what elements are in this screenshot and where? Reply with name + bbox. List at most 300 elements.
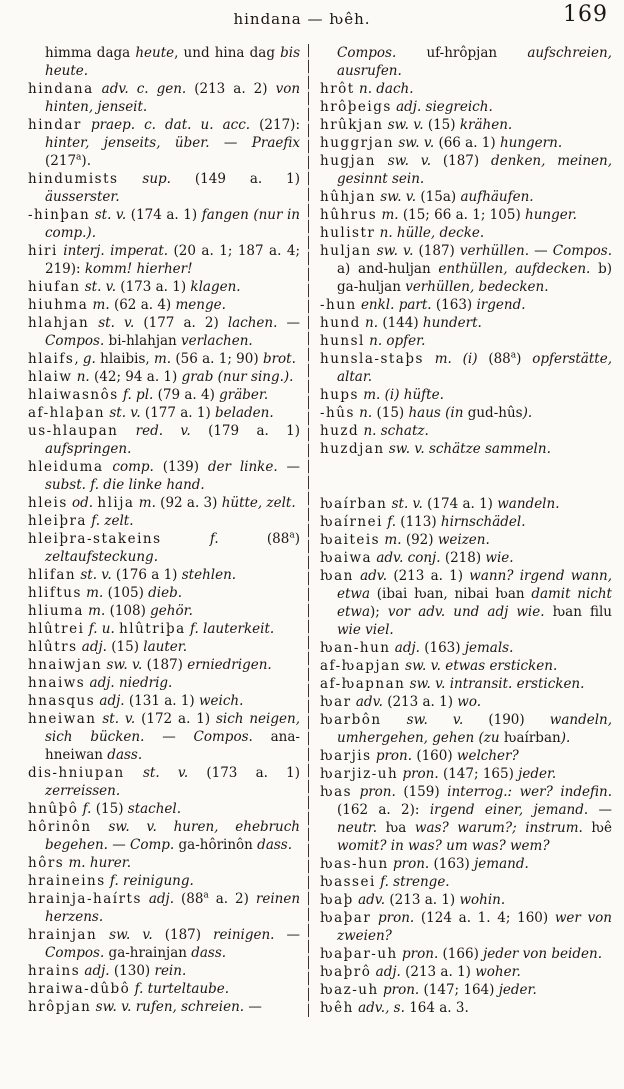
headword: af-ƕapjan (320, 658, 401, 674)
entry-text: gehör. (150, 603, 193, 619)
headword: hnaiws (28, 675, 86, 691)
entry-text: m. (154, 351, 176, 367)
entry-text: m. (377, 207, 403, 223)
headword: hulistr (320, 225, 376, 241)
entry-text: m. (i) hüfte. (358, 387, 444, 403)
dictionary-entry (320, 98, 612, 116)
entry-text: jeder. (518, 766, 557, 782)
headword: hlaiwasnôs (28, 387, 119, 403)
dictionary-entry (28, 926, 300, 962)
entry-text: (62 a. 4) (113, 297, 176, 313)
entry-text: — (277, 315, 300, 331)
entry-text: (147; 164) (423, 982, 499, 998)
entry-text: — (277, 459, 300, 475)
headword: hleis (28, 495, 68, 511)
entry-text: f. reinigung. (105, 873, 194, 889)
entry-text: opferstätte, altar. (337, 351, 612, 385)
dictionary-entry (320, 747, 612, 765)
entry-text: (213 a. 1) (393, 568, 470, 584)
headword: ƕas-hun (320, 856, 389, 872)
entry-text: a (510, 350, 517, 361)
entry-text: pron. (352, 784, 404, 800)
entry-text: ƕê (591, 820, 612, 836)
entry-text: neutr. (337, 820, 386, 836)
entry-text: sup. (118, 171, 195, 187)
entry-text: hinter, jenseits, über. (45, 135, 210, 151)
headword: hôrinôn (28, 819, 92, 835)
entry-text: gud-hûs (467, 405, 523, 421)
headword: hrôt (320, 81, 355, 97)
dictionary-entry (320, 440, 612, 458)
entry-text: sw. v. (376, 189, 421, 205)
entry-text: verhüllen. (459, 243, 529, 259)
entry-text: (ibai ƕan, nibai ƕan (376, 586, 532, 602)
dictionary-entry (28, 854, 300, 872)
entry-text: f. (161, 531, 267, 547)
entry-text: (163) (433, 856, 475, 872)
entry-text: (218) (444, 550, 486, 566)
entry-text: f. lauterkeit. (185, 621, 275, 637)
entry-text: f. (78, 801, 96, 817)
headword: huzd (320, 423, 360, 439)
headword: ƕaz-uh (320, 982, 379, 998)
dictionary-entry (320, 567, 612, 639)
entry-text: der linke. (207, 459, 278, 475)
entry-text: dass. (257, 837, 293, 853)
dictionary-entry (320, 495, 612, 513)
dictionary-entry (28, 512, 300, 530)
entry-text: hirnschädel. (440, 514, 526, 530)
dictionary-entry (320, 855, 612, 873)
entry-text: (166) (442, 946, 484, 962)
dictionary-entry (28, 404, 300, 422)
headword: hleiþra-stakeins (28, 531, 162, 547)
dictionary-entry (28, 458, 300, 494)
headword: hûhjan (320, 189, 377, 205)
right-column (320, 44, 612, 1017)
entry-text: (144) (382, 315, 423, 331)
entry-text: ga-hrainjan (108, 945, 192, 961)
entry-text: (162 a. 2): (337, 802, 430, 818)
left-column (28, 44, 300, 1017)
entry-text: subst. f. die linke hand. (45, 477, 205, 493)
entry-text: stachel. (127, 801, 182, 817)
entry-text: (163) (424, 640, 465, 656)
entry-text: weizen. (437, 532, 490, 548)
entry-text: aufhäufen. (460, 189, 534, 205)
entry-text: — (107, 837, 131, 853)
entry-text: gräber. (219, 387, 269, 403)
entry-text: (187) (418, 243, 460, 259)
dictionary-entry (320, 314, 612, 332)
headword: ƕar (320, 694, 352, 710)
entry-text: komm! hierher! (84, 261, 193, 277)
entry-text: n. (72, 369, 95, 385)
headword: ƕêh (320, 1000, 354, 1016)
headword: ƕas (320, 784, 353, 800)
dictionary-entry (320, 531, 612, 549)
entry-text: erniedrigen. (187, 657, 272, 673)
dictionary-entry (28, 422, 300, 458)
headword: hund (320, 315, 361, 331)
entry-text: ga-hôrinôn (178, 837, 258, 853)
entry-text: (15) (427, 117, 460, 133)
entry-text: — (244, 999, 262, 1015)
entry-text: adj. (77, 639, 112, 655)
entry-text: sw. v. (97, 927, 165, 943)
dictionary-entry (28, 530, 300, 566)
entry-text: (149 a. 1) (194, 171, 300, 187)
entry-text: adv. (353, 892, 390, 908)
entry-text: beladen. (215, 405, 274, 421)
headword: ƕarbôn (320, 712, 382, 728)
entry-text: (172 a. 1) (141, 711, 216, 727)
entry-text: interj. imperat. (57, 243, 174, 259)
entry-text: (176 a 1) (115, 567, 182, 583)
entry-text: dass. (191, 945, 227, 961)
entry-text: enkl. part. (356, 297, 436, 313)
headword: ƕaiwa (320, 550, 373, 566)
entry-text: — (529, 243, 553, 259)
headword: hunsl (320, 333, 365, 349)
entry-text: st. v. (105, 405, 145, 421)
dictionary-entry (320, 981, 612, 999)
entry-text: (42; 94 a. 1) (94, 369, 182, 385)
entry-text: (139) (162, 459, 208, 475)
dictionary-entry (28, 566, 300, 584)
entry-text: (92) (405, 532, 438, 548)
entry-text: a (203, 890, 209, 901)
entry-text: n. hülle, decke. (375, 225, 485, 241)
dictionary-entry (320, 206, 612, 224)
entry-text: st. v. (124, 765, 207, 781)
column-divider (308, 44, 309, 1017)
headword: ƕarjis (320, 748, 372, 764)
dictionary-entry (28, 656, 300, 674)
entry-text: — (209, 135, 252, 151)
entry-text: n. dach. (354, 81, 414, 97)
entry-text: (88 (488, 351, 511, 367)
entry-text: sw. v. (102, 657, 147, 673)
entry-text: irgend. (476, 297, 526, 313)
dictionary-entry (320, 188, 612, 206)
headword: hleiduma (28, 459, 104, 475)
headword: hindana (28, 81, 94, 97)
entry-text: Compos. (337, 45, 427, 61)
entry-text: adv. c. gen. (93, 81, 195, 97)
entry-text: (177 a. 1) (144, 405, 216, 421)
entry-text: sw. v. huren, ehebruch begehen. (45, 819, 300, 853)
entry-text: (15) (376, 405, 409, 421)
dictionary-entry (28, 242, 300, 278)
headword: hrôpjan (28, 999, 92, 1015)
headword: hlifan (28, 567, 77, 583)
entry-text: verhüllen, bedecken. (405, 279, 549, 295)
entry-text: m. (i) (423, 351, 489, 367)
dictionary-entry (320, 386, 612, 404)
entry-text: damit nicht etwa (337, 586, 612, 620)
dictionary-entry (28, 872, 300, 890)
entry-text: Comp. (130, 837, 179, 853)
entry-text: jeder von beiden. (483, 946, 602, 962)
headword: hlûtrs (28, 639, 78, 655)
entry-text: interrog.: wer? indefin. (447, 784, 612, 800)
entry-text: (15) (111, 639, 144, 655)
entry-text: (147; 165) (442, 766, 519, 782)
dictionary-entry (320, 873, 612, 891)
entry-text: (174 a. 1) (130, 207, 202, 223)
entry-text: fangen (nur in comp.). (45, 207, 300, 241)
entry-text: adj. (390, 640, 425, 656)
entry-text: g. (82, 351, 101, 367)
dictionary-entry (320, 80, 612, 98)
headword: us-hlaupan (28, 423, 119, 439)
entry-text: grab (nur sing.). (181, 369, 294, 385)
headword: ƕaþ (320, 892, 354, 908)
entry-text: n. (354, 405, 377, 421)
entry-text: n. (360, 315, 383, 331)
headword: hrôþeigs (320, 99, 392, 115)
entry-text: reinigen. (213, 927, 275, 943)
entry-text: (213 a. 2) (194, 81, 276, 97)
dictionary-entry (28, 800, 300, 818)
entry-text: a) and-huljan (337, 261, 439, 277)
entry-text: (105) (107, 585, 149, 601)
entry-text: jemals. (464, 640, 514, 656)
headword: hrains (28, 963, 81, 979)
headword: ƕan (320, 568, 354, 584)
entry-text: ). (81, 153, 91, 169)
entry-text: Compos. (552, 243, 612, 259)
headword: hlaifs (28, 351, 75, 367)
entry-text: heute (135, 45, 175, 61)
headword: ƕaþrô (320, 964, 372, 980)
entry-text: (88 (266, 531, 290, 547)
entry-text: dieb. (148, 585, 183, 601)
entry-text: (20 a. 1; 187 a. 4; 219): (45, 243, 300, 277)
entry-text: hlaibis, (100, 351, 154, 367)
entry-text: m. (83, 603, 110, 619)
entry-text: bis heute. (45, 45, 300, 79)
entry-text: f. strenge. (375, 874, 450, 890)
dictionary-entry (320, 116, 612, 134)
headword: hiuhma (28, 297, 89, 313)
entry-text: st. v. (96, 711, 142, 727)
entry-text: ana-hneiwan (45, 729, 300, 763)
entry-text: a (76, 152, 82, 163)
entry-text: , und hina dag (174, 45, 281, 61)
entry-text: (179 a. 1) (208, 423, 301, 439)
entry-text: wandeln, umhergehen, gehen (zu (337, 712, 612, 746)
entry-text: sw. v. (375, 153, 443, 169)
dictionary-entry (320, 350, 612, 386)
entry-text: m. (88, 297, 114, 313)
dictionary-entry (320, 296, 612, 314)
running-head: hindana — ƕêh. (233, 10, 371, 28)
entry-text: m. (380, 532, 406, 548)
dictionary-entry (320, 765, 612, 783)
entry-text: lachen. (227, 315, 278, 331)
entry-text: himma daga (45, 45, 136, 61)
headword: huljan (320, 243, 372, 259)
entry-text: praep. c. dat. u. acc. (81, 117, 260, 133)
dictionary-entry (28, 620, 300, 638)
dictionary-entry (320, 513, 612, 531)
headword: ƕaþar (320, 910, 372, 926)
dictionary-entry (320, 657, 612, 675)
entry-text: denken, meinen, gesinnt sein. (337, 153, 612, 187)
entry-text: jeder. (498, 982, 537, 998)
entry-text: weich. (199, 693, 244, 709)
dictionary-entry (28, 962, 300, 980)
page-number: 169 (563, 2, 608, 27)
entry-text: f. pl. (118, 387, 158, 403)
headword: hôrs (28, 855, 65, 871)
headword: hiufan (28, 279, 81, 295)
entry-text: adj. niedrig. (85, 675, 173, 691)
entry-text: ) (294, 531, 300, 547)
entry-text: (160) (416, 748, 457, 764)
dictionary-entry (320, 675, 612, 693)
entry-text: m. (134, 495, 161, 511)
entry-text: woher. (475, 964, 521, 980)
entry-text: — (274, 927, 301, 943)
entry-text: (56 a. 1; 90) (175, 351, 263, 367)
entry-text: Compos. (193, 729, 271, 745)
entry-text: f. (382, 514, 401, 530)
entry-text: st. v. (90, 207, 131, 223)
entry-text: hundert. (422, 315, 482, 331)
headword: ƕarjiz-uh (320, 766, 399, 782)
headword: -hun (320, 297, 357, 313)
entry-text: (159) (403, 784, 448, 800)
dictionary-entry (320, 404, 612, 422)
entry-text: hunger. (525, 207, 577, 223)
entry-text: (92 a. 3) (160, 495, 222, 511)
dictionary-entry (320, 783, 612, 855)
dictionary-entry (320, 945, 612, 963)
entry-text: ). (522, 405, 533, 421)
entry-text: (187) (164, 927, 214, 943)
dictionary-entry (320, 134, 612, 152)
entry-text: f. zelt. (86, 513, 134, 529)
headword: hunsla-staþs (320, 351, 424, 367)
entry-text: welcher? (456, 748, 519, 764)
entry-text: rein. (154, 963, 187, 979)
dictionary-entry (320, 711, 612, 747)
entry-text: aufschreien, ausrufen. (337, 45, 612, 79)
headword: hlaiw (28, 369, 73, 385)
dictionary-entry (28, 980, 300, 998)
dictionary-entry (28, 710, 300, 764)
headword: dis-hniupan (28, 765, 125, 781)
entry-text: st. v. (76, 567, 116, 583)
dictionary-entry (320, 549, 612, 567)
dictionary-entry (28, 584, 300, 602)
entry-text: sw. v. etwas ersticken. (400, 658, 558, 674)
entry-text: lauter. (143, 639, 188, 655)
dictionary-entry (320, 242, 612, 296)
entry-text: (15) (95, 801, 128, 817)
entry-text: wann? irgend wann, etwa (337, 568, 612, 602)
entry-text: adj. (371, 964, 406, 980)
entry-text: (79 a. 4) (157, 387, 220, 403)
headword: hlija (97, 495, 135, 511)
entry-text: comp. (103, 459, 163, 475)
entry-text: adv. (353, 568, 394, 584)
headword: hraiwa-dûbô (28, 981, 131, 997)
entry-text: pron. (371, 748, 417, 764)
headword: ƕaírban (320, 496, 388, 512)
dictionary-entry (28, 674, 300, 692)
dictionary-entry (320, 332, 612, 350)
headword: ƕaþar-uh (320, 946, 398, 962)
entry-text: adv. (351, 694, 388, 710)
entry-text: haus (in (408, 405, 468, 421)
entry-text: n. schatz. (359, 423, 429, 439)
entry-text: zeltaufsteckung. (45, 549, 158, 565)
entry-text: (187) (146, 657, 188, 673)
dictionary-entry (28, 350, 300, 368)
entry-text: wer von zweien? (337, 910, 612, 944)
entry-text: adj. siegreich. (391, 99, 493, 115)
entry-text: sich neigen, sich bücken. (45, 711, 300, 745)
entry-text: pron. (371, 910, 421, 926)
entry-text: (131 a. 1) (128, 693, 199, 709)
entry-text: (187) (442, 153, 491, 169)
dictionary-entry (28, 116, 300, 170)
entry-text: sw. v. schätze sammeln. (384, 441, 551, 457)
entry-text: wohin. (459, 892, 506, 908)
entry-text: aufspringen. (45, 441, 132, 457)
dictionary-entry (320, 999, 612, 1017)
entry-text: ƕaírban (503, 730, 561, 746)
headword: huzdjan (320, 441, 385, 457)
headword: hnaiwjan (28, 657, 103, 673)
headword: hugjan (320, 153, 376, 169)
entry-text: (15; 66 a. 1; 105) (402, 207, 525, 223)
entry-text: ƕa (385, 820, 415, 836)
headword: ƕaírnei (320, 514, 383, 530)
entry-text: wie. (485, 550, 514, 566)
entry-text: n. opfer. (364, 333, 426, 349)
dictionary-entry (28, 764, 300, 800)
dictionary-entry (28, 314, 300, 350)
entry-text: irgend einer, jemand. (429, 802, 589, 818)
dictionary-entry (320, 422, 612, 440)
entry-text: (163) (435, 297, 477, 313)
entry-text: , (74, 351, 83, 367)
entry-text: adj. (141, 891, 181, 907)
entry-text: (217): (259, 117, 300, 133)
headword: hleiþra (28, 513, 87, 529)
dictionary-entry (28, 296, 300, 314)
entry-text: (174 a. 1) (427, 496, 498, 512)
entry-text: m. hurer. (64, 855, 131, 871)
entry-text: (173 a. 1) (206, 765, 300, 781)
entry-text: (213 a. 1) (387, 694, 458, 710)
entry-text: Compos. (45, 945, 109, 961)
headword: af-ƕapnan (320, 676, 406, 692)
entry-text: f. turteltaube. (130, 981, 230, 997)
entry-text: pron. (397, 946, 443, 962)
entry-text: sw. v. (371, 243, 419, 259)
entry-text: sw. v. rufen, schreien. (91, 999, 245, 1015)
entry-text: (108) (109, 603, 151, 619)
headword: hrûkjan (320, 117, 384, 133)
headword: hliftus (28, 585, 82, 601)
entry-text: st. v. (89, 315, 144, 331)
